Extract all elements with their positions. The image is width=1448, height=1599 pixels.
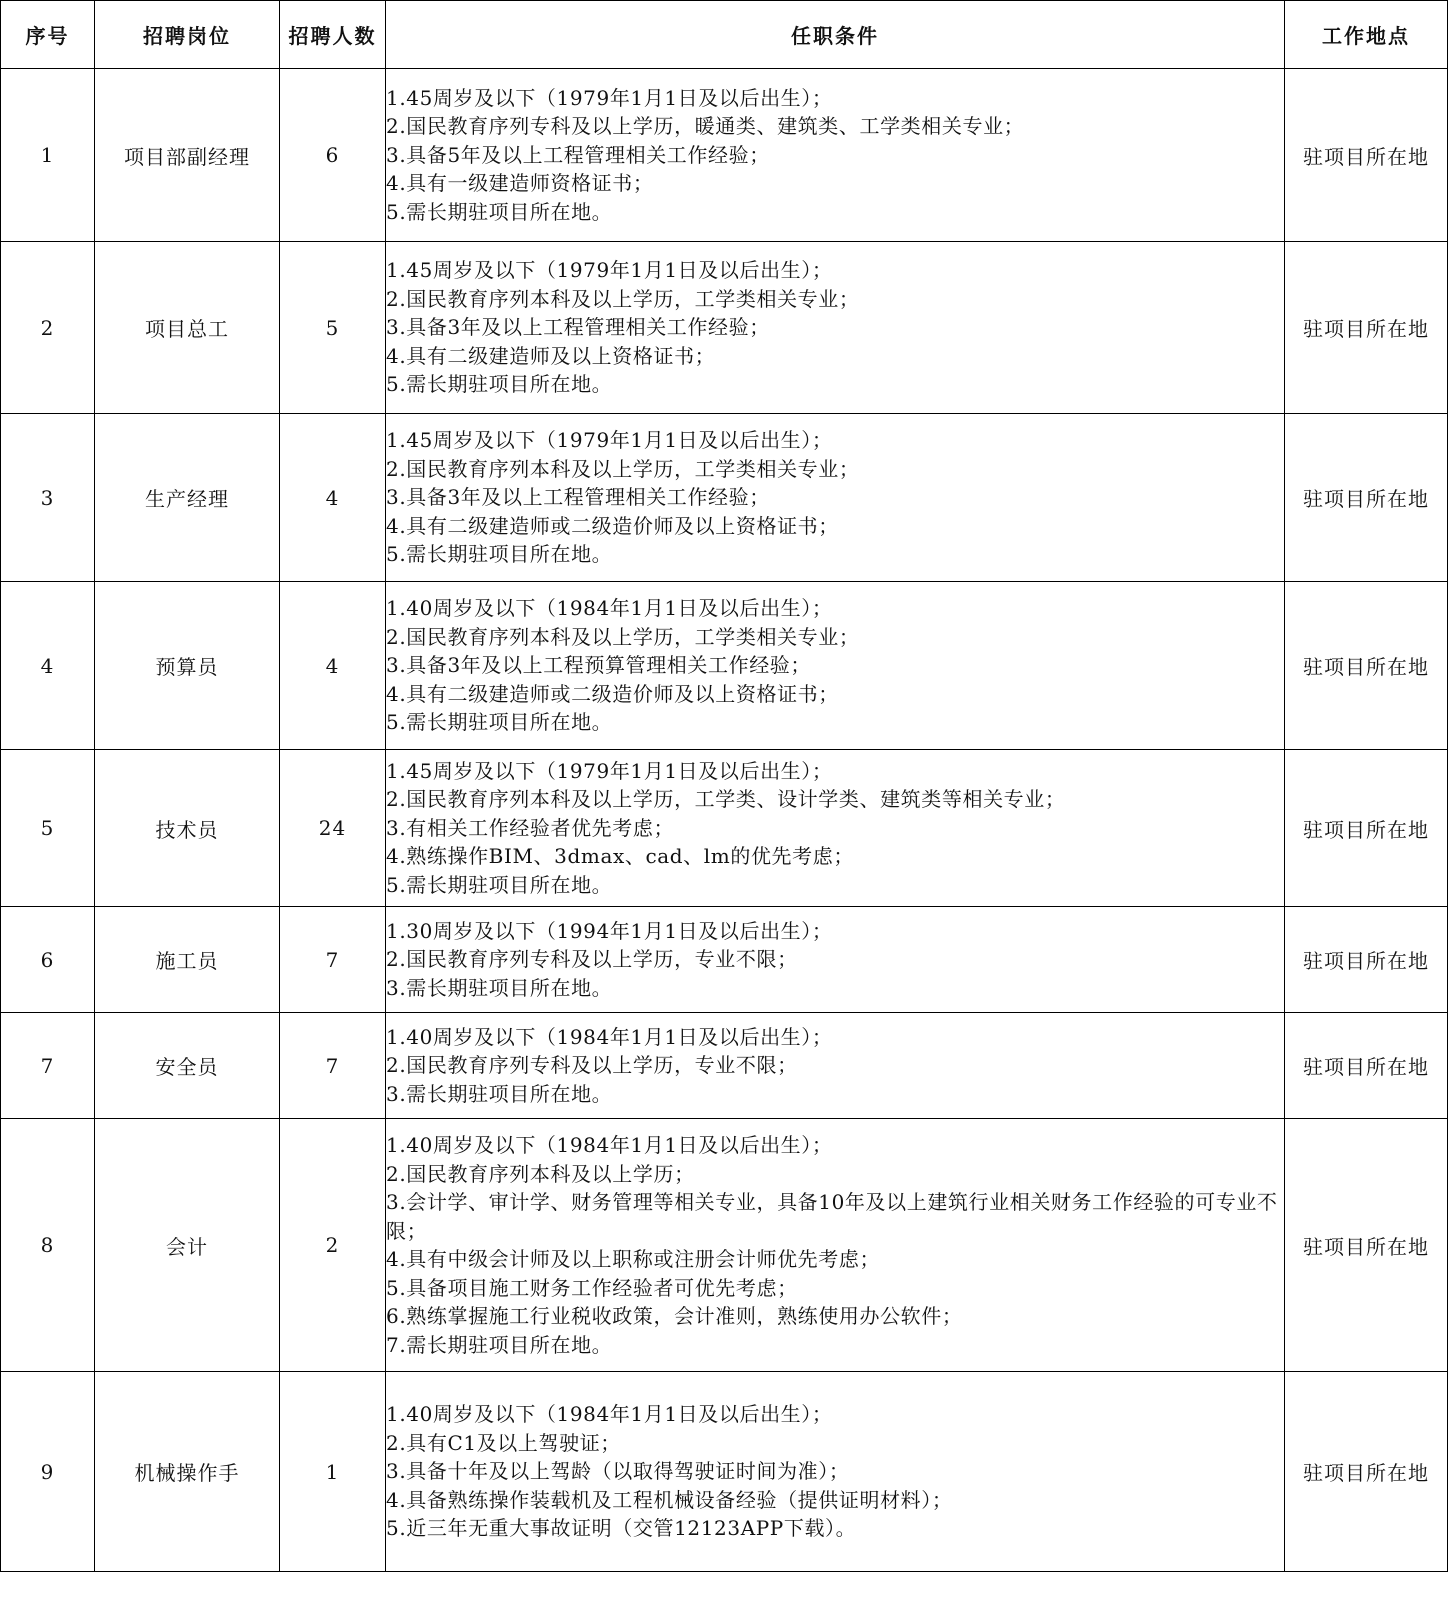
row-position: 项目总工: [95, 242, 280, 414]
requirement-item: 2.国民教育序列本科及以上学历；: [386, 1161, 695, 1186]
requirement-item: 4.具备熟练操作装载机及工程机械设备经验（提供证明材料）；: [386, 1487, 953, 1512]
row-position: 安全员: [95, 1013, 280, 1119]
requirement-item: 1.40周岁及以下（1984年1月1日及以后出生）；: [386, 1133, 833, 1157]
table-row: [1, 582, 1448, 750]
row-count: 7: [280, 1013, 386, 1119]
row-location: 驻项目所在地: [1285, 69, 1448, 242]
requirement-item: 4.具有一级建造师资格证书；: [386, 171, 654, 196]
requirement-item: 2.国民教育序列本科及以上学历，工学类、设计学类、建筑类等相关专业；: [386, 787, 1066, 812]
header-location: 工作地点: [1285, 1, 1448, 69]
row-count: 6: [280, 69, 386, 242]
requirement-item: 1.40周岁及以下（1984年1月1日及以后出生）；: [386, 1024, 833, 1049]
row-position: 项目部副经理: [95, 69, 280, 242]
row-location: 驻项目所在地: [1285, 414, 1448, 582]
requirement-item: 1.45周岁及以下（1979年1月1日及以后出生）；: [386, 85, 833, 110]
row-position: 生产经理: [95, 414, 280, 582]
requirement-item: 4.具有二级建造师或二级造价师及以上资格证书；: [386, 681, 839, 706]
requirement-item: 1.45周岁及以下（1979年1月1日及以后出生）；: [386, 758, 833, 783]
row-count: 5: [280, 242, 386, 414]
header-index: 序号: [1, 1, 95, 69]
requirement-item: 3.会计学、审计学、财务管理等相关专业，具备10年及以上建筑行业相关财务工作经验的可专业不限；: [386, 1190, 1278, 1243]
requirement-item: 3.具备3年及以上工程预算管理相关工作经验；: [386, 653, 812, 678]
requirement-item: 3.需长期驻项目所在地。: [386, 1081, 613, 1106]
requirement-item: 5.具备项目施工财务工作经验者可优先考虑；: [386, 1275, 798, 1300]
row-index: 8: [1, 1119, 95, 1372]
requirement-item: 2.国民教育序列专科及以上学历，暖通类、建筑类、工学类相关专业；: [386, 114, 1025, 139]
row-location: 驻项目所在地: [1285, 750, 1448, 907]
row-position: 技术员: [95, 750, 280, 907]
row-index: 1: [1, 69, 95, 242]
requirement-item: 3.具备十年及以上驾龄（以取得驾驶证时间为准）；: [386, 1459, 850, 1484]
requirement-item: 2.国民教育序列本科及以上学历，工学类相关专业；: [386, 286, 860, 311]
requirement-item: 5.需长期驻项目所在地。: [386, 199, 613, 224]
row-requirements: [386, 69, 1285, 242]
requirement-item: 5.需长期驻项目所在地。: [386, 542, 613, 567]
requirement-item: 3.有相关工作经验者优先考虑；: [386, 815, 675, 840]
requirement-item: 2.国民教育序列专科及以上学历，专业不限；: [386, 1053, 798, 1078]
table-row: [1, 69, 1448, 242]
row-requirements: [386, 1013, 1285, 1119]
table-row: [1, 242, 1448, 414]
row-location: 驻项目所在地: [1285, 242, 1448, 414]
row-requirements: [386, 1372, 1285, 1572]
requirement-item: 4.熟练操作BIM、3dmax、cad、lm的优先考虑；: [386, 844, 854, 869]
row-position: 预算员: [95, 582, 280, 750]
header-row: [1, 1, 1448, 69]
row-index: 4: [1, 582, 95, 750]
header-position: 招聘岗位: [95, 1, 280, 69]
requirement-item: 1.45周岁及以下（1979年1月1日及以后出生）；: [386, 258, 833, 283]
requirement-item: 5.需长期驻项目所在地。: [386, 372, 613, 397]
row-location: 驻项目所在地: [1285, 1119, 1448, 1372]
table-row: [1, 1013, 1448, 1119]
row-requirements: [386, 750, 1285, 907]
requirement-item: 2.国民教育序列本科及以上学历，工学类相关专业；: [386, 624, 860, 649]
row-index: 5: [1, 750, 95, 907]
requirement-item: 7.需长期驻项目所在地。: [386, 1332, 613, 1357]
requirement-item: 2.具有C1及以上驾驶证；: [386, 1430, 621, 1455]
requirement-item: 1.40周岁及以下（1984年1月1日及以后出生）；: [386, 596, 833, 621]
requirement-item: 2.国民教育序列本科及以上学历，工学类相关专业；: [386, 456, 860, 481]
table-row: [1, 414, 1448, 582]
row-location: 驻项目所在地: [1285, 582, 1448, 750]
requirement-item: 5.需长期驻项目所在地。: [386, 710, 613, 735]
header-count: 招聘人数: [280, 1, 386, 69]
requirement-item: 6.熟练掌握施工行业税收政策，会计准则，熟练使用办公软件；: [386, 1304, 963, 1328]
requirement-item: 4.具有中级会计师及以上职称或注册会计师优先考虑；: [386, 1247, 881, 1271]
requirement-item: 5.近三年无重大事故证明（交管12123APP下载）。: [386, 1516, 857, 1541]
header-requirements: 任职条件: [386, 1, 1285, 69]
table-row: [1, 907, 1448, 1013]
table-body: [1, 69, 1448, 1572]
row-index: 2: [1, 242, 95, 414]
requirement-item: 1.40周岁及以下（1984年1月1日及以后出生）；: [386, 1402, 833, 1427]
row-index: 7: [1, 1013, 95, 1119]
row-position: 会计: [95, 1119, 280, 1372]
requirement-item: 4.具有二级建造师或二级造价师及以上资格证书；: [386, 513, 839, 538]
row-count: 4: [280, 414, 386, 582]
requirement-item: 3.具备5年及以上工程管理相关工作经验；: [386, 142, 770, 167]
row-count: 1: [280, 1372, 386, 1572]
row-requirements: [386, 1119, 1285, 1372]
table-row: [1, 1119, 1448, 1372]
row-requirements: [386, 414, 1285, 582]
requirement-item: 3.需长期驻项目所在地。: [386, 975, 613, 1000]
row-index: 3: [1, 414, 95, 582]
row-count: 7: [280, 907, 386, 1013]
row-location: 驻项目所在地: [1285, 1372, 1448, 1572]
table-row: [1, 1372, 1448, 1572]
row-position: 施工员: [95, 907, 280, 1013]
requirement-item: 3.具备3年及以上工程管理相关工作经验；: [386, 315, 770, 340]
row-index: 9: [1, 1372, 95, 1572]
row-index: 6: [1, 907, 95, 1013]
requirement-item: 3.具备3年及以上工程管理相关工作经验；: [386, 485, 770, 510]
requirement-item: 5.需长期驻项目所在地。: [386, 872, 613, 897]
requirement-item: 2.国民教育序列专科及以上学历，专业不限；: [386, 947, 798, 972]
requirement-item: 1.45周岁及以下（1979年1月1日及以后出生）；: [386, 428, 833, 453]
row-position: 机械操作手: [95, 1372, 280, 1572]
row-count: 2: [280, 1119, 386, 1372]
row-requirements: [386, 582, 1285, 750]
row-requirements: [386, 242, 1285, 414]
row-count: 4: [280, 582, 386, 750]
row-location: 驻项目所在地: [1285, 1013, 1448, 1119]
row-requirements: [386, 907, 1285, 1013]
row-count: 24: [280, 750, 386, 907]
table-row: [1, 750, 1448, 907]
row-location: 驻项目所在地: [1285, 907, 1448, 1013]
requirement-item: 4.具有二级建造师及以上资格证书；: [386, 343, 716, 368]
requirement-item: 1.30周岁及以下（1994年1月1日及以后出生）；: [386, 918, 833, 943]
